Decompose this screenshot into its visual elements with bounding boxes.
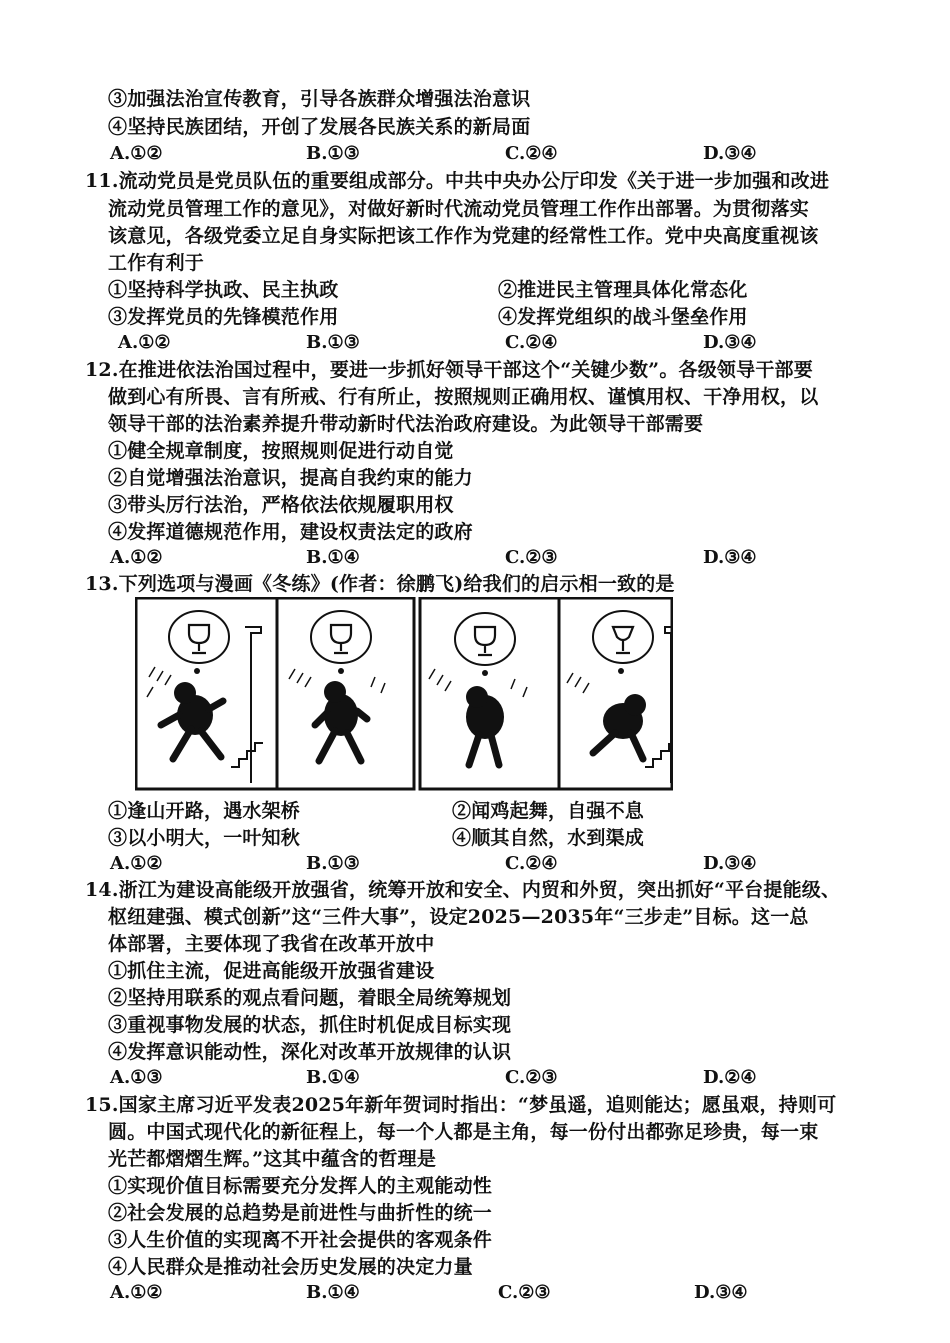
option-item: ②社会发展的总趋势是前进性与曲折性的统一 [108,1202,493,1224]
question-12-stem: 12.在推进依法治国过程中，要进一步抓好领导干部这个“关键少数”。各级领导干部要 [85,359,813,381]
option-item: ②坚持用联系的观点看问题，着眼全局统筹规划 [108,987,512,1009]
question-14-stem: 枢纽建强、模式创新”这“三件大事”，设定2025—2035年“三步走”目标。这一总 [108,906,809,928]
question-11-stem: 流动党员管理工作的意见》，对做好新时代流动党员管理工作作出部署。为贯彻落实 [108,198,809,220]
answer-a: A.①② [110,853,163,874]
panel-1 [147,611,263,783]
question-15-stem: 15.国家主席习近平发表2025年新年贺词时指出：“梦虽遥，追则能达；愿虽艰，持则可 [85,1094,837,1116]
question-15-stem: 圆。中国式现代化的新征程上，每一个人都是主角，每一份付出都弥足珍贵，每一束 [108,1121,819,1143]
stairs [231,743,263,767]
answer-a: A.①② [110,547,163,568]
answer-c: C.②③ [505,547,558,568]
option-item: ①坚持科学执政、民主执政 [108,279,339,301]
option-item: ④发挥党组织的战斗堡垒作用 [498,306,748,328]
cartoon-winter-training [135,597,673,791]
answer-a: A.①② [110,143,163,164]
answer-a: A.①③ [110,1067,163,1088]
question-11-stem: 工作有利于 [108,252,205,274]
panel-2 [289,611,385,761]
answer-c: C.②④ [505,853,558,874]
trophy-icon [475,627,495,655]
bubble-dot [338,668,344,674]
snow-lines [147,667,171,697]
option-item: ③以小明大，一叶知秋 [108,827,301,849]
answer-a: A.①② [110,1282,163,1303]
option-item: ①健全规章制度，按照规则促进行动自觉 [108,440,454,462]
question-12-stem: 领导干部的法治素养提升带动新时代法治政府建设。为此领导干部需要 [108,413,704,435]
thought-bubble [593,611,653,663]
bubble-dot [194,668,200,674]
answer-d: D.③④ [703,853,757,874]
question-14-stem: 体部署，主要体现了我省在改革开放中 [108,933,435,955]
option-item: ③带头厉行法治，严格依法依规履职用权 [108,494,454,516]
thought-bubble [455,613,515,665]
runner-head [174,682,196,704]
answer-b: B.①④ [306,1282,360,1303]
option-item: ④发挥意识能动性，深化对改革开放规律的认识 [108,1041,512,1063]
runner-limbs [469,735,499,765]
answer-c: C.②③ [498,1282,551,1303]
option-item: ④人民群众是推动社会历史发展的决定力量 [108,1256,473,1278]
question-13-stem: 13.下列选项与漫画《冬练》(作者：徐鹏飞)给我们的启示相一致的是 [85,573,675,595]
option-item: ④顺其自然，水到渠成 [452,827,645,849]
option-item: ③重视事物发展的状态，抓住时机促成目标实现 [108,1014,512,1036]
runner-head [624,694,646,716]
answer-b: B.①③ [306,332,360,353]
answer-b: B.①④ [306,547,360,568]
snow-lines [567,673,589,693]
question-15-stem: 光芒都熠熠生辉。”这其中蕴含的哲理是 [108,1148,437,1170]
runner-head [466,686,488,708]
answer-c: C.②④ [505,332,558,353]
answer-d: D.③④ [703,547,757,568]
cartoon-drawing [135,597,673,791]
thought-bubble [311,611,371,663]
bubble-dot [482,670,488,676]
question-12-stem: 做到心有所畏、言有所戒、行有所止，按照规则正确用权、谨慎用权、干净用权，以 [108,386,819,408]
answer-d: D.③④ [703,143,757,164]
bubble-dot [618,668,624,674]
answer-d: D.②④ [703,1067,757,1088]
answer-b: B.①③ [306,853,360,874]
question-14-stem: 14.浙江为建设高能级开放强省，统筹开放和安全、内贸和外贸，突出抓好“平台提能级、 [85,879,841,901]
option-item: ③人生价值的实现离不开社会提供的客观条件 [108,1229,493,1251]
option-item: ③发挥党员的先锋模范作用 [108,306,339,328]
question-11-stem: 11.流动党员是党员队伍的重要组成部分。中共中央办公厅印发《关于进一步加强和改进 [85,170,830,192]
cup-icon [613,627,633,653]
panel-4 [567,611,673,783]
answer-c: C.②④ [505,143,558,164]
answer-b: B.①④ [306,1067,360,1088]
answer-d: D.③④ [694,1282,748,1303]
option-item: ①逢山开路，遇水架桥 [108,800,301,822]
wall-post [665,627,673,783]
option-item: ②自觉增强法治意识，提高自我约束的能力 [108,467,473,489]
option-item: ①实现价值目标需要充分发挥人的主观能动性 [108,1175,493,1197]
option-item: ②闻鸡起舞，自强不息 [452,800,645,822]
stairs [645,743,669,767]
panel-3 [429,613,527,765]
question-11-stem: 该意见，各级党委立足自身实际把该工作作为党建的经常性工作。党中央高度重视该 [108,225,819,247]
option-item: ④发挥道德规范作用，建设权责法定的政府 [108,521,473,543]
option-item: ②推进民主管理具体化常态化 [498,279,748,301]
answer-c: C.②③ [505,1067,558,1088]
option-item: ①抓住主流，促进高能级开放强省建设 [108,960,435,982]
answer-b: B.①③ [306,143,360,164]
trophy-icon [189,625,209,653]
option-item: ④坚持民族团结，开创了发展各民族关系的新局面 [108,116,531,138]
answer-a: A.①② [118,332,171,353]
thought-bubble [169,611,229,663]
option-item: ③加强法治宣传教育，引导各族群众增强法治意识 [108,88,531,110]
runner-head [324,681,346,703]
answer-d: D.③④ [703,332,757,353]
trophy-icon [331,625,351,653]
